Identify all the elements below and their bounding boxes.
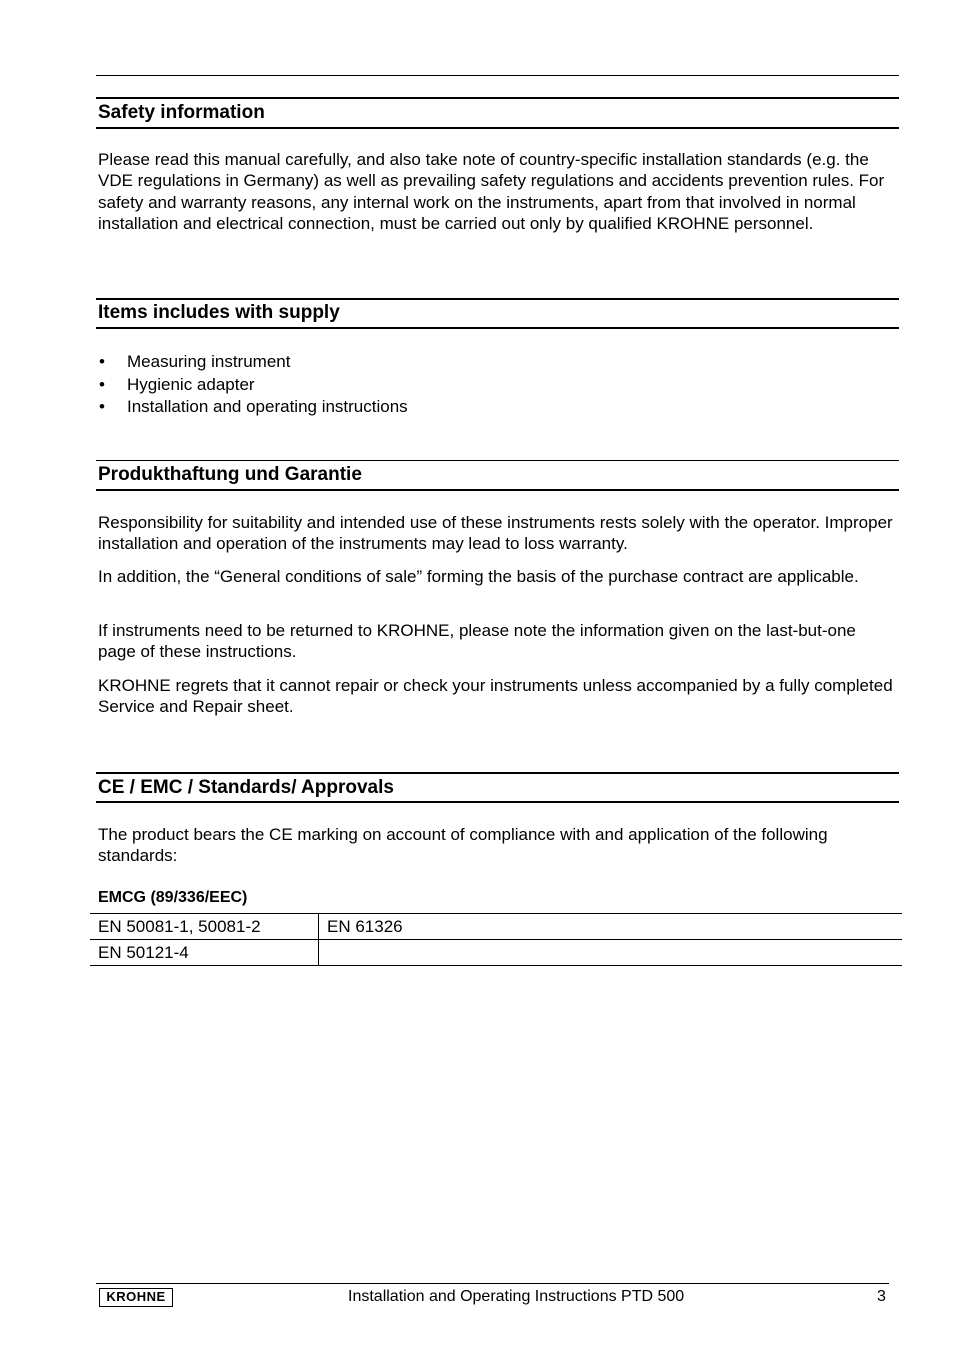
section-heading-safety: Safety information — [98, 102, 265, 123]
liability-paragraph-3: If instruments need to be returned to KROHNE, please note the information given on the last-but-one page of these instructions. — [98, 621, 856, 662]
list-item — [98, 396, 408, 419]
table-row — [90, 940, 902, 966]
section-heading-liability: Produkthaftung und Garantie — [98, 464, 362, 485]
section-bottom-rule — [96, 127, 899, 129]
list-item-text: Measuring instrument — [127, 352, 291, 371]
list-item-text: Hygienic adapter — [127, 374, 255, 394]
bullet-icon: • — [99, 352, 105, 371]
liability-paragraph-4: KROHNE regrets that it cannot repair or check your instruments unless accompanied by a fully completed Service and Repair sheet. — [98, 676, 893, 717]
section-bottom-rule — [96, 327, 899, 329]
bullet-icon: • — [99, 397, 105, 417]
table-cell: EN 61326 — [319, 914, 903, 940]
bullet-icon: • — [99, 374, 105, 394]
section-heading-standards: CE / EMC / Standards/ Approvals — [98, 777, 394, 798]
table-cell: EN 50081-1, 50081-2 — [90, 914, 319, 940]
table-cell: EN 50121-4 — [90, 940, 319, 966]
section-heading-items: Items includes with supply — [98, 302, 340, 323]
page-number: 3 — [877, 1288, 886, 1305]
standards-paragraph: The product bears the CE marking on account of compliance with and application of the following standards: — [98, 825, 828, 866]
section-top-rule — [96, 298, 899, 300]
footer-rule — [96, 1283, 889, 1284]
footer-document-title: Installation and Operating Instructions PTD 500 — [348, 1288, 685, 1305]
supply-items-list — [98, 351, 408, 419]
list-item — [98, 374, 408, 397]
section-top-rule — [96, 772, 899, 774]
standards-table — [90, 913, 902, 966]
list-item — [98, 351, 408, 374]
emcg-subheading: EMCG (89/336/EEC) — [98, 889, 248, 906]
section-top-rule — [96, 460, 899, 461]
section-bottom-rule — [96, 801, 899, 803]
krohne-logo: KROHNE — [99, 1288, 173, 1307]
list-item-text: Installation and operating instructions — [127, 397, 408, 417]
table-row — [90, 914, 902, 940]
table-cell — [319, 940, 903, 966]
safety-paragraph: Please read this manual carefully, and also take note of country-specific installation standards (e.g. the VDE regulations in Germany) as well as prevailing safety regulations and accidents prevention rules. For safety and warranty reasons, any internal work on the instruments, apart from that involved in normal installation and electrical connection, must be carried out only by qualified KROHNE personnel. — [98, 150, 885, 234]
liability-paragraph-2: In addition, the “General conditions of sale” forming the basis of the purchase contract are applicable. — [98, 567, 859, 586]
section-top-rule — [96, 97, 899, 99]
liability-paragraph-1: Responsibility for suitability and intended use of these instruments rests solely with the operator. Improper installation and operation of the instruments may lead to loss warranty. — [98, 513, 893, 554]
section-bottom-rule — [96, 489, 899, 491]
header-rule — [96, 75, 899, 76]
